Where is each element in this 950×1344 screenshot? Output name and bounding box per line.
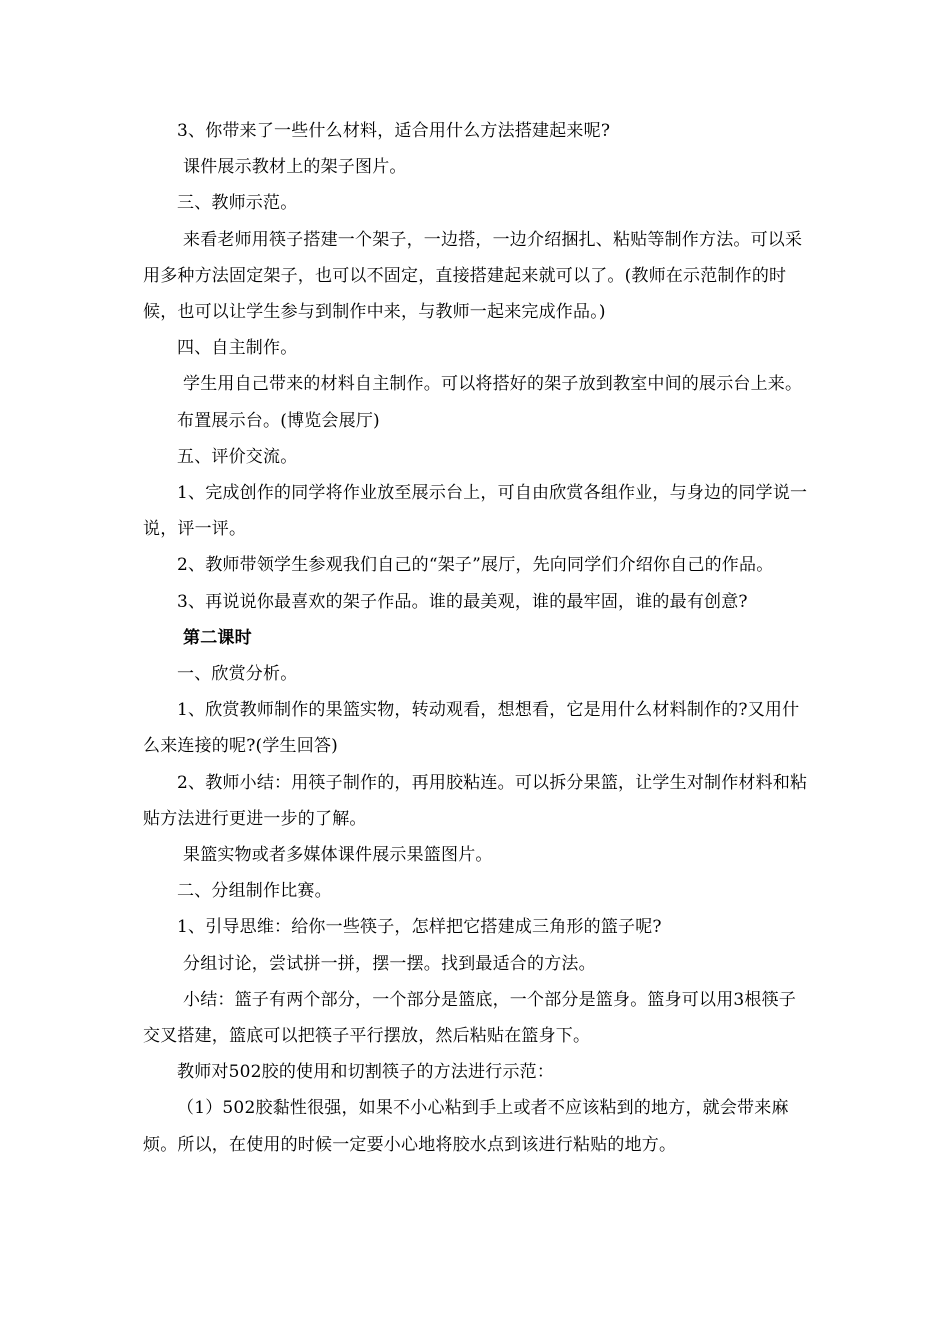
paragraph-appreciation-2: 2、教师小结：用筷子制作的，再用胶粘连。可以拆分果篮，让学生对制作材料和粘贴方法进行更进一步的了解。 bbox=[143, 772, 808, 829]
paragraph-glue-caution: （1）502胶黏性很强，如果不小心粘到手上或者不应该粘到的地方，就会带来麻烦。所以，在使用的时候一定要小心地将胶水点到该进行粘贴的地方。 bbox=[143, 1098, 789, 1155]
paragraph-glue-demo: 教师对502胶的使用和切割筷子的方法进行示范： bbox=[177, 1062, 555, 1083]
paragraph-display-stand: 布置展示台。(博览会展厅) bbox=[177, 410, 380, 431]
paragraph-self-making: 学生用自己带来的材料自主制作。可以将搭好的架子放到教室中间的展示台上来。 bbox=[183, 374, 803, 395]
paragraph-group-discussion: 分组讨论，尝试拼一拼，摆一摆。找到最适合的方法。 bbox=[183, 953, 596, 974]
paragraph-appreciation-1: 1、欣赏教师制作的果篮实物，转动观看，想想看，它是用什么材料制作的?又用什么来连接的呢?(学生回答) bbox=[143, 700, 800, 757]
paragraph-courseware-shelf: 课件展示教材上的架子图片。 bbox=[183, 157, 407, 178]
paragraph-teacher-demo: 来看老师用筷子搭建一个架子，一边搭，一边介绍捆扎、粘贴等制作方法。可以采用多种方法固定架子，也可以不固定，直接搭建起来就可以了。(教师在示范制作的时候，也可以让学生参与到制作中来，与教师一起来完成作品。) bbox=[143, 229, 803, 323]
paragraph-q3-materials: 3、你带来了一些什么材料，适合用什么方法搭建起来呢? bbox=[177, 121, 611, 141]
section-title-second-lesson: 第二课时 bbox=[183, 627, 252, 648]
section-heading-evaluation: 五、评价交流。 bbox=[177, 446, 298, 467]
paragraph-guided-thinking: 1、引导思维：给你一些筷子，怎样把它搭建成三角形的篮子呢? bbox=[177, 917, 662, 938]
paragraph-evaluation-1: 1、完成创作的同学将作业放至展示台上，可自由欣赏各组作业，与身边的同学说一说，评一评。 bbox=[143, 483, 808, 540]
section-heading-appreciation: 一、欣赏分析。 bbox=[177, 664, 298, 685]
paragraph-fruit-basket-display: 果篮实物或者多媒体课件展示果篮图片。 bbox=[183, 845, 493, 866]
document-body bbox=[143, 113, 808, 1163]
section-heading-self-making: 四、自主制作。 bbox=[177, 338, 298, 359]
paragraph-summary: 小结：篮子有两个部分，一个部分是篮底，一个部分是篮身。篮身可以用3根筷子交叉搭建，篮底可以把筷子平行摆放，然后粘贴在篮身下。 bbox=[143, 989, 797, 1047]
paragraph-evaluation-3: 3、再说说你最喜欢的架子作品。谁的最美观，谁的最牢固，谁的最有创意? bbox=[177, 591, 748, 612]
section-heading-teacher-demo: 三、教师示范。 bbox=[177, 193, 298, 214]
section-heading-group-contest: 二、分组制作比赛。 bbox=[177, 881, 332, 902]
paragraph-evaluation-2: 2、教师带领学生参观我们自己的“架子”展厅，先向同学们介绍你自己的作品。 bbox=[177, 555, 774, 576]
